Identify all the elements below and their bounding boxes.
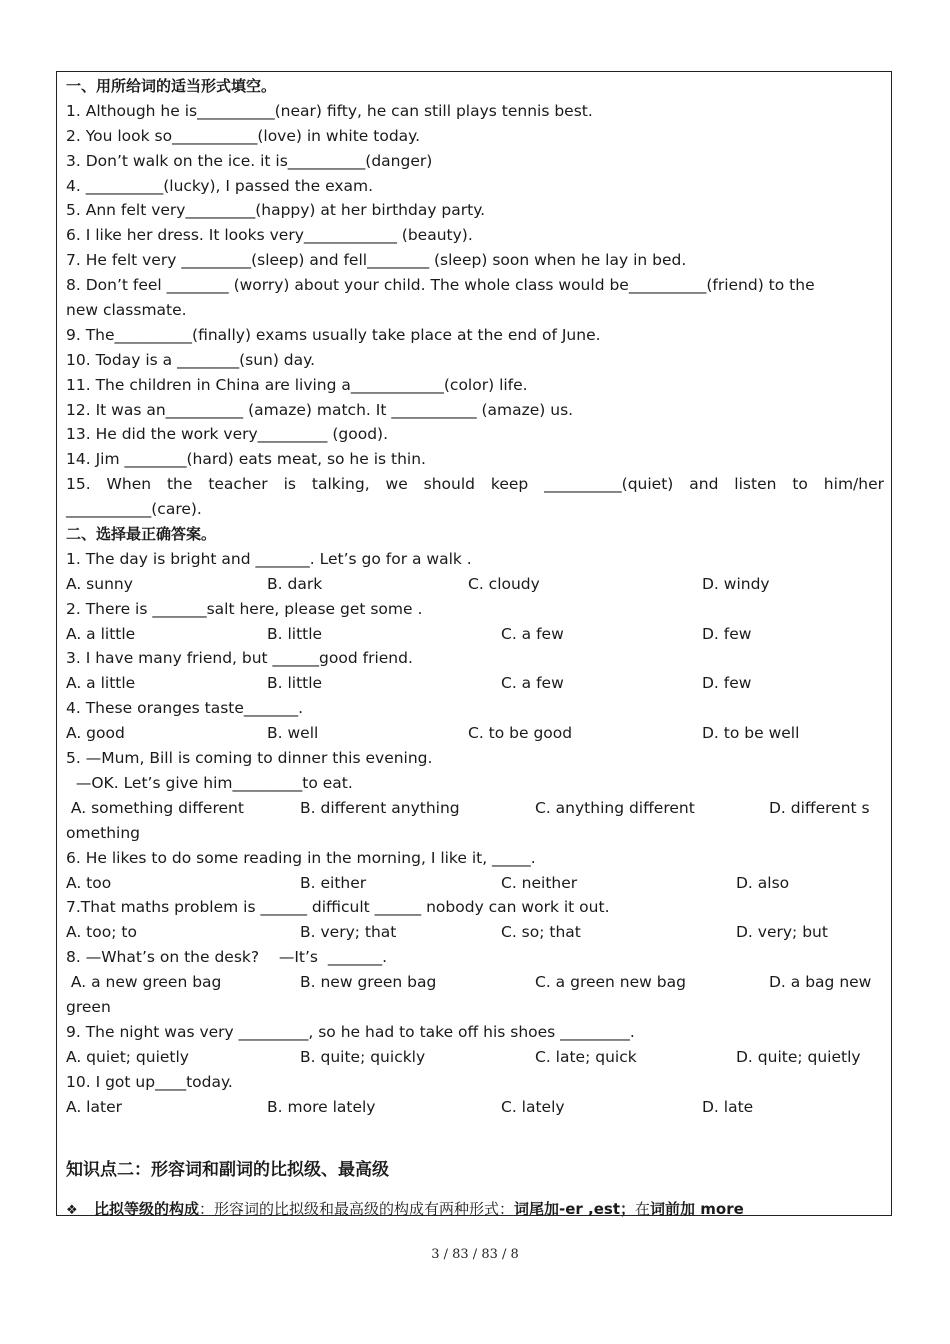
option-a: A. quiet; quietly (66, 1047, 189, 1066)
option-b: B. little (267, 624, 323, 643)
section1-heading: 一、用所给词的适当形式填空。 (66, 77, 277, 95)
option-c: C. anything different (535, 798, 695, 817)
question: 6. He likes to do some reading in the morning, I like it, _____. (66, 848, 536, 867)
option-a: A. something different (66, 798, 244, 817)
option-b: B. different anything (300, 798, 460, 817)
option-a: A. too (66, 873, 112, 892)
option-b: B. little (267, 674, 323, 693)
option-row (66, 1045, 884, 1070)
question-continued: —OK. Let’s give him_________to eat. (66, 773, 353, 792)
question: 4. These oranges taste_______. (66, 699, 304, 718)
option-row (66, 871, 884, 896)
option-wrap: omething (66, 823, 140, 842)
option-d: D. also (736, 873, 790, 892)
option-d: D. late (702, 1097, 754, 1116)
question: 9. The night was very _________, so he had to take off his shoes _________. (66, 1022, 635, 1041)
option-b: B. quite; quickly (300, 1047, 426, 1066)
option-a: A. a little (66, 674, 136, 693)
spacer (66, 1185, 884, 1197)
option-a: A. a little (66, 624, 136, 643)
option-row (66, 622, 884, 647)
option-wrap: green (66, 997, 111, 1016)
fill-item: 15. When the teacher is talking, we should keep __________(quiet) and listen to him/her (66, 475, 884, 494)
fill-item: 8. Don’t feel ________ (worry) about your child. The whole class would be__________(friend) to the (66, 276, 815, 295)
question: 2. There is _______salt here, please get some . (66, 599, 423, 618)
fill-item: 14. Jim ________(hard) eats meat, so he is thin. (66, 450, 426, 469)
option-a: A. sunny (66, 574, 133, 593)
fill-item: 4. __________(lucky), I passed the exam. (66, 176, 374, 195)
option-c: C. neither (501, 873, 578, 892)
option-d: D. few (702, 674, 752, 693)
option-row (66, 1095, 884, 1120)
option-d: D. windy (702, 574, 770, 593)
option-row (66, 572, 884, 597)
question: 7.That maths problem is ______ difficult ______ nobody can work it out. (66, 898, 610, 917)
fill-item: 1. Although he is__________(near) fifty, he can still plays tennis best. (66, 101, 593, 120)
fill-item: 3. Don’t walk on the ice. it is__________(danger) (66, 151, 433, 170)
fill-item: 5. Ann felt very_________(happy) at her birthday party. (66, 201, 486, 220)
option-d: D. quite; quietly (736, 1047, 861, 1066)
tip-text: ：形容词的比拟级和最高级的构成有两种形式： (199, 1200, 515, 1219)
option-c: C. cloudy (468, 574, 540, 593)
option-row (66, 671, 884, 696)
fill-item-continued: ___________(care). (66, 500, 202, 519)
tip-line (66, 1197, 884, 1222)
option-c: C. late; quick (535, 1047, 637, 1066)
fill-item: 10. Today is a ________(sun) day. (66, 350, 316, 369)
fill-item: 7. He felt very _________(sleep) and fell________ (sleep) soon when he lay in bed. (66, 251, 687, 270)
option-a: A. later (66, 1097, 122, 1116)
option-b: B. well (267, 724, 319, 743)
option-row (66, 721, 884, 746)
option-c: C. a few (501, 674, 564, 693)
question: 10. I got up____today. (66, 1072, 233, 1091)
fill-item-continued: new classmate. (66, 301, 187, 320)
question: 3. I have many friend, but ______good friend. (66, 649, 413, 668)
question: 8. —What’s on the desk? —It’s _______. (66, 948, 388, 967)
option-b: B. either (300, 873, 367, 892)
question: 1. The day is bright and _______. Let’s go for a walk . (66, 549, 472, 568)
option-a: A. a new green bag (66, 973, 222, 992)
option-a: A. good (66, 724, 125, 743)
worksheet-content (66, 74, 884, 1222)
option-row (66, 920, 884, 945)
option-d: D. very; but (736, 923, 828, 942)
tip-label: 比拟等级的构成 (94, 1200, 200, 1219)
fill-item: 11. The children in China are living a____________(color) life. (66, 375, 528, 394)
diamond-bullet-icon: ❖ (66, 1203, 78, 1219)
fill-item: 9. The__________(finally) exams usually take place at the end of June. (66, 325, 601, 344)
question: 5. —Mum, Bill is coming to dinner this evening. (66, 749, 433, 768)
option-c: C. a few (501, 624, 564, 643)
page-footer: 3 / 83 / 83 / 8 (431, 1247, 519, 1262)
tip-bold: 词尾加-er ,est； (514, 1200, 636, 1219)
option-d: D. different s (769, 798, 870, 817)
section2-heading: 二、选择最正确答案。 (66, 525, 217, 544)
option-d: D. a bag new (769, 973, 872, 992)
option-b: B. more lately (267, 1097, 376, 1116)
fill-item: 2. You look so___________(love) in white today. (66, 126, 421, 145)
option-c: C. so; that (501, 923, 581, 942)
option-c: C. to be good (468, 724, 573, 743)
option-b: B. dark (267, 574, 323, 593)
fill-item: 13. He did the work very_________ (good). (66, 425, 389, 444)
option-row (66, 970, 884, 995)
option-c: C. a green new bag (535, 973, 686, 992)
option-row (66, 796, 884, 821)
option-c: C. lately (501, 1097, 565, 1116)
tip-text: 在 (635, 1200, 651, 1219)
option-a: A. too; to (66, 923, 137, 942)
option-b: B. very; that (300, 923, 397, 942)
fill-item: 12. It was an__________ (amaze) match. It ___________ (amaze) us. (66, 400, 574, 419)
tip-bold: 词前加 more (650, 1200, 744, 1219)
spacer (66, 1119, 884, 1155)
option-d: D. to be well (702, 724, 800, 743)
fill-item: 6. I like her dress. It looks very____________ (beauty). (66, 226, 473, 245)
option-d: D. few (702, 624, 752, 643)
knowledge-point-title: 知识点二：形容词和副词的比拟级、最高级 (66, 1160, 389, 1181)
option-b: B. new green bag (300, 973, 437, 992)
